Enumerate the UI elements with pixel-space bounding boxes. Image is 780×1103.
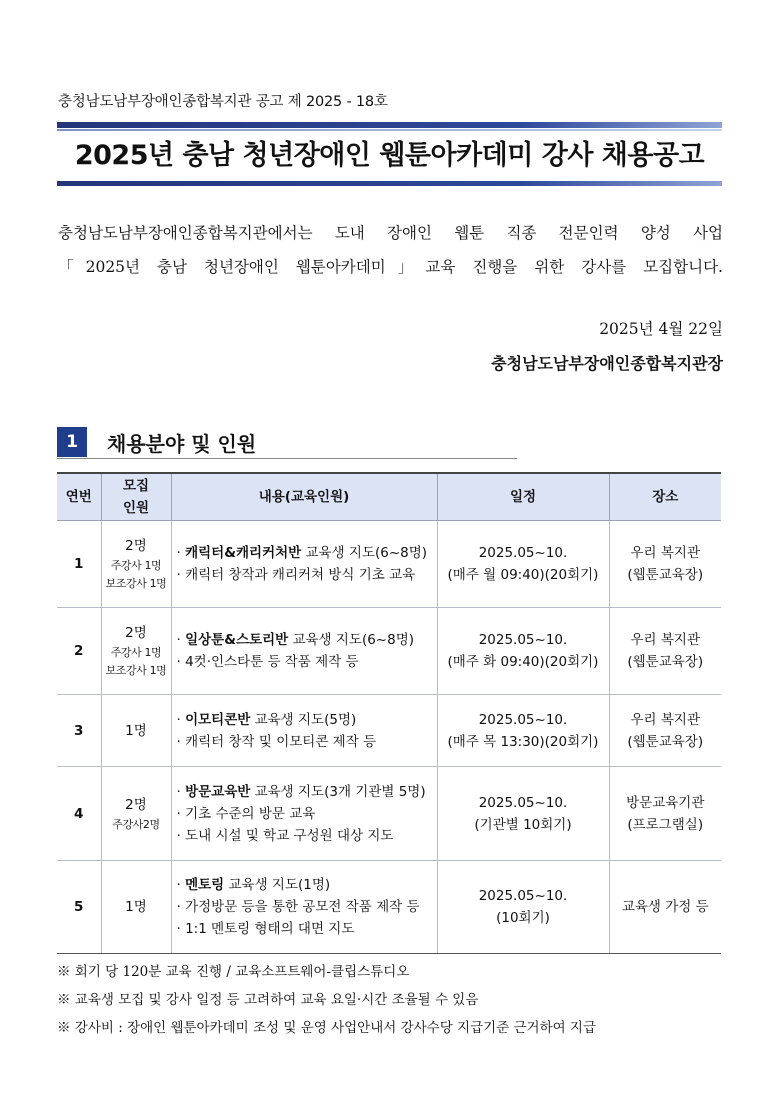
row-place [609,695,721,767]
row-schedule-period: 2025.05~10. [478,711,568,728]
row-count [101,521,171,608]
row-content-line2: · 가정방문 등을 통한 공모전 작품 제작 등 [176,899,420,915]
table-row [57,608,721,695]
row-place-line1: 우리 복지관 [630,545,700,561]
row-content-line2: · 4컷·인스타툰 등 작품 제작 등 [176,654,359,670]
header-recruit [101,473,171,521]
header-recruit-line1: 모집 [122,478,150,494]
row-content-line1 [177,781,436,803]
row-no: 2 [57,608,101,695]
row-count [101,767,171,861]
row-place-line2: (웹툰교육장) [627,654,704,670]
row-count-total: 2명 [125,625,147,641]
intro-paragraph [58,216,723,284]
class-desc: 교육생 지도(6~8명) [301,545,428,561]
row-no: 1 [57,521,101,608]
row-place-line1: 우리 복지관 [630,711,700,728]
row-count-sub2: 보조강사 1명 [105,577,167,590]
title-bottom-rule [57,181,722,186]
row-content-line2: · 캐릭터 창작 및 이모티콘 제작 등 [176,733,377,750]
header-no: 연번 [57,473,101,521]
header-recruit-line2: 인원 [122,500,150,516]
row-schedule-detail: (기관별 10회기) [474,816,572,833]
table-row [57,521,721,608]
table-row [57,861,721,954]
class-desc: 교육생 지도(1명) [224,877,331,893]
row-content [171,767,437,861]
row-no: 3 [57,695,101,767]
note-item: ※ 회기 당 120분 교육 진행 / 교육소프트웨어-클립스튜디오 [57,964,410,980]
row-content [171,695,437,767]
row-schedule-period: 2025.05~10. [478,632,568,648]
class-desc: 교육생 지도(6~8명) [288,632,415,648]
intro-line-2: 「2025년 충남 청년장애인 웹툰아카데미」교육 진행을 위한 강사를 모집합니다. [58,258,723,276]
row-count-total: 2명 [125,796,147,813]
row-content [171,608,437,695]
document-title: 2025년 충남 청년장애인 웹툰아카데미 강사 채용공고 [74,140,705,171]
header-content: 내용(교육인원) [171,473,437,521]
row-content-line1 [177,874,436,896]
section-underline [57,458,517,459]
row-no: 4 [57,767,101,861]
row-count [101,861,171,954]
row-schedule [437,521,609,608]
row-content-line1 [177,542,436,564]
row-schedule-detail: (매주 목 13:30)(20회기) [447,733,599,750]
row-schedule-period: 2025.05~10. [478,545,568,561]
row-count-sub1: 주강사 1명 [110,559,162,572]
row-content-line3: · 도내 시설 및 학교 구성원 대상 지도 [176,827,394,844]
row-content-line3: · 1:1 멘토링 형태의 대면 지도 [176,921,355,937]
class-name: 방문교육반 [185,783,251,800]
row-schedule-period: 2025.05~10. [478,794,568,811]
class-name: 일상툰&스토리반 [185,632,289,648]
row-place-line1: 교육생 가정 등 [621,899,709,915]
row-schedule-detail: (10회기) [496,910,550,926]
section-title: 채용분야 및 인원 [107,432,257,456]
row-place [609,767,721,861]
row-content-line1 [177,629,436,651]
row-count-sub2: 보조강사 1명 [105,664,167,677]
row-schedule [437,695,609,767]
notice-number: 충청남도남부장애인종합복지관 공고 제 2025 - 18호 [58,94,388,110]
row-count-total: 2명 [125,538,147,554]
row-schedule [437,861,609,954]
row-schedule-detail: (매주 화 09:40)(20회기) [447,654,599,670]
intro-line-1: 충청남도남부장애인종합복지관에서는 도내 장애인 웹툰 직종 전문인력 양성 사업 [58,224,723,242]
table-header-row [57,473,721,521]
header-place: 장소 [609,473,721,521]
row-content [171,521,437,608]
bullet: · [176,877,186,893]
row-count-sub1: 주강사 1명 [110,646,162,659]
class-name: 멘토링 [185,877,225,893]
row-content-line2: · 기초 수준의 방문 교육 [176,805,316,822]
row-place-line1: 방문교육기관 [626,794,705,811]
row-place [609,521,721,608]
announcement-date: 2025년 4월 22일 [599,320,723,338]
row-place [609,608,721,695]
header-schedule: 일정 [437,473,609,521]
class-name: 이모티콘반 [185,711,251,728]
row-count [101,608,171,695]
row-schedule-period: 2025.05~10. [478,888,568,904]
row-count-sub1: 주강사2명 [112,817,160,831]
section-number-badge: 1 [57,427,87,457]
note-item: ※ 교육생 모집 및 강사 일정 등 고려하여 교육 요일·시간 조율될 수 있음 [57,992,479,1008]
bullet: · [176,711,186,728]
row-count [101,695,171,767]
row-place [609,861,721,954]
class-name: 캐릭터&캐리커처반 [185,545,302,561]
row-place-line2: (웹툰교육장) [627,567,704,583]
row-place-line2: (웹툰교육장) [627,733,704,750]
title-top-rule-accent [57,129,722,131]
row-content-line2: · 캐릭터 창작과 캐리커쳐 방식 기초 교육 [176,567,416,583]
row-schedule [437,767,609,861]
recruitment-table [57,472,721,954]
row-no: 5 [57,861,101,954]
note-item: ※ 강사비 : 장애인 웹툰아카데미 조성 및 운영 사업안내서 강사수당 지급기준 근거하여 지급 [57,1020,597,1036]
bullet: · [176,783,186,800]
bullet: · [176,632,186,648]
row-count-total: 1명 [125,899,147,915]
title-top-rule [57,122,722,128]
row-count-total: 1명 [125,722,147,739]
class-desc: 교육생 지도(5명) [250,711,357,728]
table-row [57,767,721,861]
row-schedule-detail: (매주 월 09:40)(20회기) [447,567,599,583]
bullet: · [176,545,186,561]
row-content-line1 [177,709,436,731]
row-schedule [437,608,609,695]
issuer-name: 충청남도남부장애인종합복지관장 [491,354,723,373]
class-desc: 교육생 지도(3개 기관별 5명) [250,783,426,800]
row-content [171,861,437,954]
notes-block [57,958,722,1042]
row-place-line2: (프로그램실) [627,816,704,833]
table-row [57,695,721,767]
row-place-line1: 우리 복지관 [630,632,700,648]
